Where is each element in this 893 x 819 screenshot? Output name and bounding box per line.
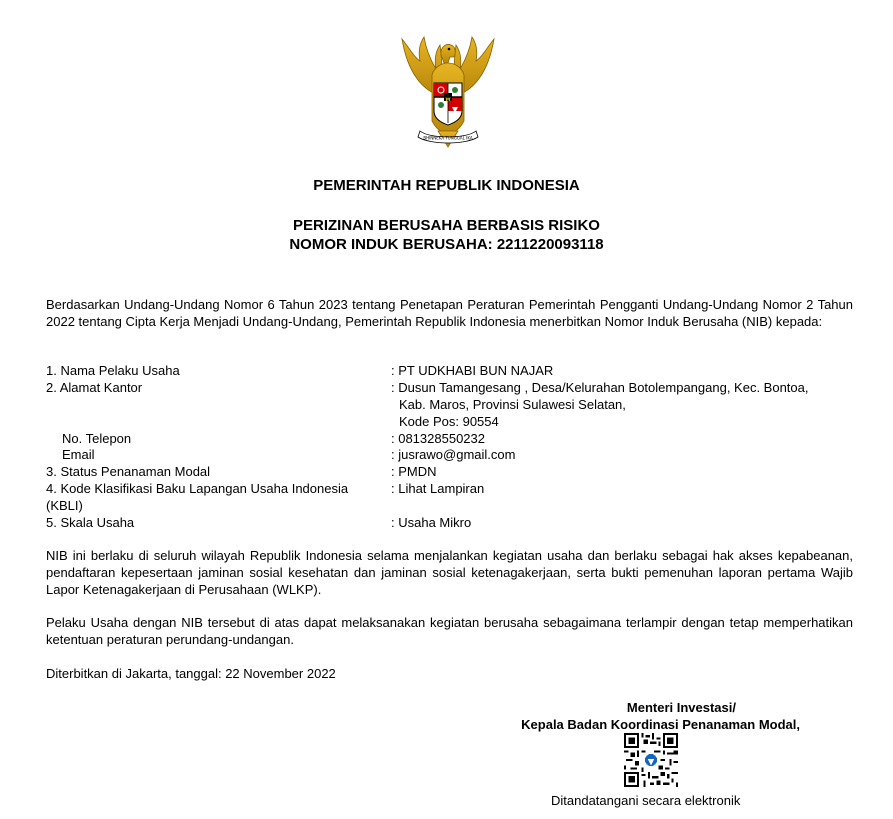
- email-label: Email: [62, 447, 95, 462]
- phone-label: No. Telepon: [62, 431, 132, 446]
- office-address-label: 2. Alamat Kantor: [46, 380, 143, 395]
- business-name-label: 1. Nama Pelaku Usaha: [46, 363, 180, 378]
- license-title: PERIZINAN BERUSAHA BERBASIS RISIKO: [293, 217, 600, 234]
- address-line-3: Kode Pos: 90554: [399, 414, 499, 429]
- business-scale-label: 5. Skala Usaha: [46, 515, 135, 530]
- garuda-emblem-icon: [394, 35, 502, 155]
- business-name-value: : PT UDKHABI BUN NAJAR: [391, 363, 554, 378]
- kbli-value: : Lihat Lampiran: [391, 481, 485, 496]
- emblem-motto: BHINNEKA TUNGGAL IKA: [423, 135, 473, 141]
- address-line-2: Kab. Maros, Provinsi Sulawesi Selatan,: [399, 397, 626, 412]
- issued-date: Diterbitkan di Jakarta, tanggal: 22 November 2022: [46, 666, 336, 681]
- qr-code-icon: [624, 733, 678, 787]
- validity-paragraph: NIB ini berlaku di seluruh wilayah Republik Indonesia selama menjalankan kegiatan usaha dan berlaku sebagai hak akses kepabeanan, pendaftaran kepesertaan jaminan sosial kesehatan dan jaminan sosial ketenagakerjaan, serta bukti pemenuhan laporan pertama Wajib Lapor Ketenagakerjaan di Perusahaan (WLKP).: [46, 548, 853, 597]
- investment-status-value: : PMDN: [391, 464, 437, 479]
- investment-status-label: 3. Status Penanaman Modal: [46, 464, 211, 479]
- business-scale-value: : Usaha Mikro: [391, 515, 472, 530]
- implementation-paragraph: Pelaku Usaha dengan NIB tersebut di atas dapat melaksanakan kegiatan berusaha sebagaimana terlampir dengan tetap memperhatikan ketentuan peraturan perundang-undangan.: [46, 615, 853, 647]
- email-value: : jusrawo@gmail.com: [391, 447, 516, 462]
- office-address-value: [391, 379, 853, 430]
- signatory-title-2: Kepala Badan Koordinasi Penanaman Modal,: [521, 717, 800, 732]
- phone-value: : 081328550232: [391, 431, 485, 446]
- address-line-1: : Dusun Tamangesang , Desa/Kelurahan Botolempangang, Kec. Bontoa,: [391, 380, 809, 395]
- electronic-signature-note: Ditandatangani secara elektronik: [551, 793, 741, 808]
- nib-number-heading: NOMOR INDUK BERUSAHA: 2211220093118: [289, 236, 604, 253]
- government-heading: PEMERINTAH REPUBLIK INDONESIA: [313, 177, 580, 194]
- signatory-title-1: Menteri Investasi/: [626, 700, 736, 715]
- intro-paragraph: Berdasarkan Undang-Undang Nomor 6 Tahun 2023 tentang Penetapan Peraturan Pemerintah Pengganti Undang-Undang Nomor 2 Tahun 2022 tentang Cipta Kerja Menjadi Undang-Undang, Pemerintah Republik Indonesia menerbitkan Nomor Induk Berusaha (NIB) kepada:: [46, 297, 853, 329]
- kbli-label: 4. Kode Klasifikasi Baku Lapangan Usaha Indonesia (KBLI): [46, 481, 349, 513]
